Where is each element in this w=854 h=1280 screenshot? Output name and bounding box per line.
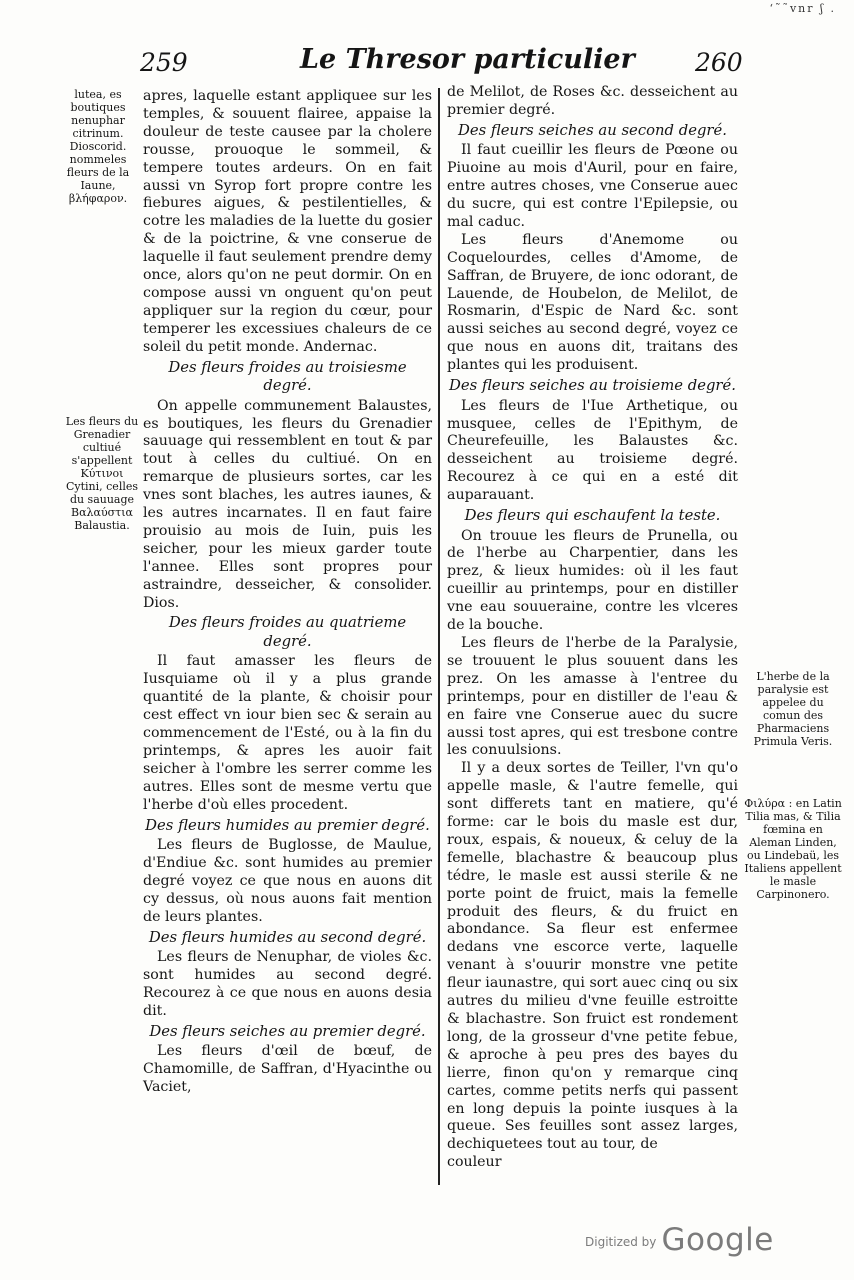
left-text-column bbox=[143, 88, 432, 1097]
right-text-column bbox=[447, 84, 738, 1172]
paragraph: Les fleurs de l'herbe de la Paralysie, se trouuent le plus souuent dans les prez. On les amasse à l'entree du printemps, pour en distiller de l'eau & en faire vne Conserue auec du sucre aussi tost apres, qui est tresbone contre les conuulsions. bbox=[447, 634, 738, 759]
section-heading: Des fleurs froides au troisiesme degré. bbox=[168, 358, 407, 395]
margin-note-left-top: lutea, es boutiques nenuphar citrinum. Dioscorid. nommeles fleurs de la Iaune, βλήφαρον. bbox=[66, 88, 130, 205]
paragraph: Les fleurs de Nenuphar, de violes &c. sont humides au second degré. Recourez à ce que nous en auons desia dit. bbox=[143, 949, 432, 1019]
paragraph: Les fleurs d'œil de bœuf, de Chamomille, de Saffran, d'Hyacinthe ou Vaciet, bbox=[143, 1043, 432, 1096]
section-heading: Des fleurs seiches au second degré. bbox=[458, 121, 727, 139]
paragraph: Il faut amasser les fleurs de Iusquiame où il y a plus grande quantité de la plante, & choisir pour cest effect vn iour bien sec & serain au commencement de l'Esté, ou à la fin du printemps, & apres les auoir fait seicher à l'ombre les serrer comme les autres. Elles sont de mesme vertu que l'herbe d'où elles procedent. bbox=[143, 653, 432, 813]
watermark-prefix: Digitized by bbox=[585, 1235, 657, 1249]
catchword: couleur bbox=[447, 1154, 502, 1171]
section-heading: Des fleurs humides au premier degré. bbox=[145, 816, 430, 834]
paragraph: Les fleurs de Buglosse, de Maulue, d'Endiue &c. sont humides au premier degré voyez ce que nous en auons dit cy dessus, où nous auons fait mention de leurs plantes. bbox=[143, 837, 432, 925]
section-heading: Des fleurs seiches au premier degré. bbox=[149, 1022, 426, 1040]
left-page-number: 259 bbox=[140, 48, 188, 77]
margin-note-right-bottom: Φιλύρα : en Latin Tilia mas, & Tilia fœmina en Aleman Linden, ou Lindebaü, les Italiens appellent le masle Carpinonero. bbox=[744, 797, 842, 901]
section-heading: Des fleurs humides au second degré. bbox=[148, 928, 427, 946]
paragraph: Il faut cueillir les fleurs de Pœone ou Piuoine au mois d'Auril, pour en faire, entre autres choses, vne Conserue auec du sucre, qui est contre l'Epilepsie, ou mal caduc. bbox=[447, 142, 738, 230]
paragraph: Les fleurs de l'Iue Arthetique, ou musquee, celles de l'Epithym, de Cheurefeuille, les Balaustes &c. desseichent au troisieme degré. Recourez à ce qui en a esté dit auparauant. bbox=[447, 397, 738, 504]
paragraph: On appelle communement Balaustes, es boutiques, les fleurs du Grenadier sauuage qui ressemblent en tout & par tout à celles du cultiué. On en remarque de plusieurs sortes, car les vnes sont blaches, les autres iaunes, & les autres incarnates. Il en faut faire prouisio au mois de Iuin, puis les seicher, pour les mieux garder toute l'annee. Elles sont propres pour astraindre, desseicher, & consolider. Dios. bbox=[143, 397, 432, 611]
margin-note-right-lower: L'herbe de la paralysie est appelee du comun des Pharmaciens Primula Veris. bbox=[753, 670, 833, 748]
paragraph: Il y a deux sortes de Teiller, l'vn qu'o appelle masle, & l'autre femelle, qui sont differets tant en matiere, qu'é forme: car le bois du masle est dur, roux, espais, & noueux, & celuy de la femelle, blachastre & beaucoup plus tédre, le masle est aussi sterile & ne porte point de fruict, mais la femelle produit des fleurs, & du fruict en abondance. Sa fleur est enfermee dedans vne escorce verte, laquelle venant à s'ouurir monstre vne petite fleur iaunastre, qui sort auec cinq ou six autres du milieu d'vne feuille estroitte & blachastre. Son fruict est rondement long, de la grosseur d'vne petite febue, & aproche à peu pres des bayes du lierre, finon qu'on y remarque cinq cartes, comme petits nerfs qui passent en long depuis la pointe iusques à la queue. Ses feuilles sont assez larges, dechiquetees tout au tour, de bbox=[447, 760, 738, 1153]
running-title: Le Thresor particulier bbox=[300, 44, 635, 75]
section-heading: Des fleurs froides au quatrieme degré. bbox=[168, 614, 407, 650]
paragraph: On trouue les fleurs de Prunella, ou de l'herbe au Charpentier, dans les prez, & lieux humides: où il les faut cueillir au printemps, pour en distiller vne eau souueraine, contre les vlceres de la bouche. bbox=[447, 527, 738, 634]
right-page-number: 260 bbox=[695, 48, 743, 77]
column-divider bbox=[438, 88, 440, 1185]
scan-mark: ‘˜˜vnr ʃ . bbox=[769, 2, 836, 15]
paragraph: apres, laquelle estant appliquee sur les temples, & souuent flairee, appaise la douleur de teste causee par la cholere rousse, prouoque le sommeil, & tempere toutes ardeurs. On en fait aussi vn Syrop fort propre contre les fiebures aigues, & pestilentielles, & cotre les maladies de la luette du gosier & de la poictrine, & vne conserue de laquelle il faut seulement prendre demy once, alors qu'on ne peut dormir. On en compose aussi vn onguent qu'on peut appliquer sur la region du cœur, pour temperer les excessiues chaleurs de ce soleil du petit monde. Andernac. bbox=[143, 88, 432, 355]
paragraph: Les fleurs d'Anemome ou Coquelourdes, celles d'Amome, de Saffran, de Bruyere, de ionc odorant, de Lauende, de Houbelon, de Melilot, de Rosmarin, d'Espic de Nard &c. sont aussi seiches au second degré, voyez ce que nous en auons dit, traitans des plantes qui les produisent. bbox=[447, 231, 738, 374]
paragraph: de Melilot, de Roses &c. desseichent au premier degré. bbox=[447, 84, 738, 118]
margin-note-left-middle: Les fleurs du Grenadier cultiué s'appellent Κύτινοι Cytini, celles du sauuage Βαλαύστια Balaustia. bbox=[65, 415, 139, 532]
section-heading: Des fleurs seiches au troisieme degré. bbox=[449, 377, 736, 395]
digitized-by-watermark bbox=[585, 1222, 774, 1258]
google-logo: Google bbox=[661, 1222, 774, 1258]
section-heading: Des fleurs qui eschaufent la teste. bbox=[464, 507, 721, 525]
